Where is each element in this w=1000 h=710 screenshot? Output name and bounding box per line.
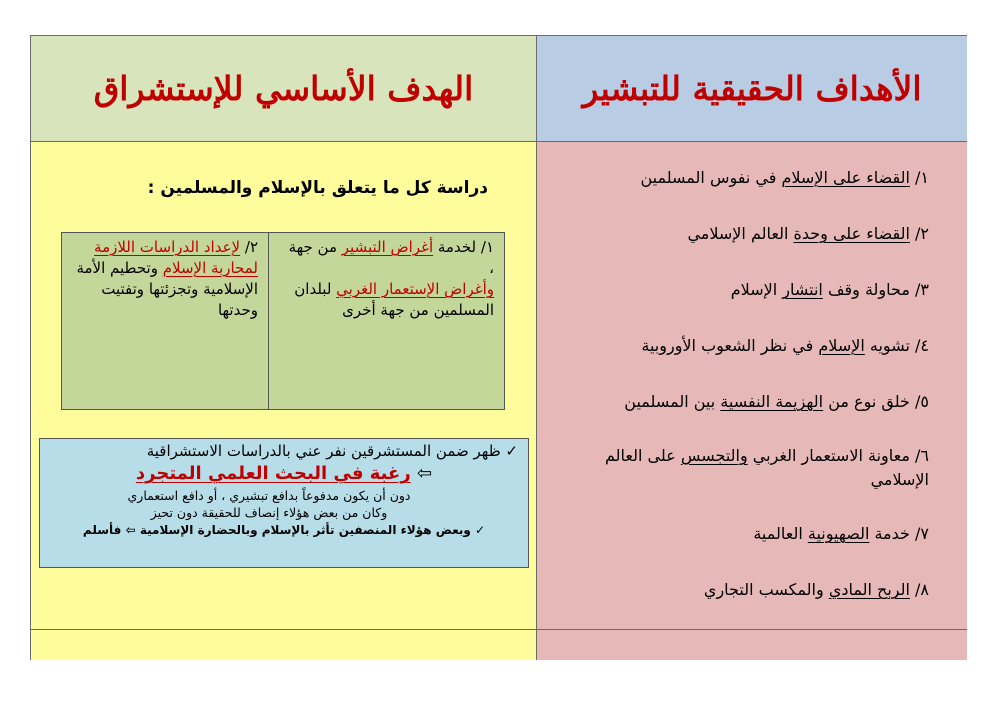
goal-item-2 [687,222,929,246]
purpose-item-1 [268,233,504,409]
goal-number: ٤/ [915,336,929,355]
goal-lead: تشويه [864,336,910,355]
goal-number: ٢/ [915,224,929,243]
purpose-text: لخدمة [433,238,481,256]
note-line-1 [50,441,518,461]
goal-rest: في نفوس المسلمين [640,168,782,187]
goal-item-8 [704,578,929,602]
goal-rest: والمكسب التجاري [703,580,829,599]
goal-underlined: القضاء على الإسلام [781,168,910,187]
note-text: فأسلم [82,523,122,537]
note-text: وبعض هؤلاء المنصفين تأثر بالإسلام وبالحضارة الإسلامية [139,523,471,537]
purpose-text: من جهة ، [288,238,494,277]
goal-underlined: الهزيمة النفسية [720,392,824,411]
goal-rest: الإسلام [730,280,783,299]
goal-item-4 [641,334,929,358]
goal-lead: محاولة وقف [822,280,910,299]
orientalism-footer-cell [31,630,536,660]
goal-lead: خدمة [869,524,910,543]
goal-item-1 [640,166,929,190]
purpose-item-2 [62,233,268,409]
goal-number: ٨/ [915,580,929,599]
purpose-highlight: وأغراض الإستعمار الغربي [336,280,494,298]
goal-underlined: القضاء على وحدة [793,224,910,243]
check-icon: ✓ [505,442,518,460]
goal-number: ٥/ [915,392,929,411]
goal-item-5 [624,390,929,414]
left-arrow-icon: ⇦ [125,523,136,537]
goal-rest: على العالم الإسلامي [605,446,929,489]
purpose-number: ١/ [480,238,494,256]
goal-item-7 [753,522,929,546]
missionary-header-cell [536,36,967,142]
purpose-text: لبلدان المسلمين من جهة أخرى [294,280,494,319]
goal-number: ٦/ [915,446,929,465]
note-text: ظهر ضمن المستشرقين نفر عني بالدراسات الاستشراقية [146,442,501,460]
orientalism-purposes-box [61,232,505,410]
missionary-goals-cell [536,142,967,630]
purpose-text: وتحطيم الأمة الإسلامية وتجزئتها وتفتيت وحدتها [76,259,258,319]
goal-underlined: الإسلام [818,336,865,355]
goal-underlined: انتشار [782,280,823,299]
note-line-3: دون أن يكون مدفوعاً بدافع تبشيري ، أو دافع استعماري [127,488,411,503]
orientalism-intro: دراسة كل ما يتعلق بالإسلام والمسلمين : [147,178,488,198]
goal-number: ١/ [915,168,929,187]
orientalism-header-cell [31,36,536,142]
orientalism-note-box [39,438,529,568]
comparison-table [30,35,967,660]
note-line-4: وكان من بعض هؤلاء إنصاف للحقيقة دون تحيز [150,505,388,520]
purpose-number: ٢/ [244,238,258,256]
goal-rest: في نظر الشعوب الأوروبية [641,336,819,355]
left-arrow-icon: ⇦ [416,463,433,484]
goal-lead: خلق نوع من [823,392,910,411]
goal-number: ٧/ [915,524,929,543]
missionary-footer-cell [536,630,967,660]
goal-underlined: الربح المادي [828,580,910,599]
goal-number: ٣/ [915,280,929,299]
goal-lead: معاونة الاستعمار الغربي [747,446,910,465]
purpose-highlight: لإعداد الدراسات اللازمة لمحاربة الإسلام [94,238,258,277]
orientalism-cell [31,142,536,630]
goal-item-3 [731,278,929,302]
missionary-header-title: الأهداف الحقيقية للتبشير [582,69,922,108]
goal-rest: العالمية [753,524,808,543]
goal-underlined: والتجسس [680,446,748,465]
note-highlight: رغبة في البحث العلمي المتجرد [135,463,411,484]
note-line-5 [50,521,518,539]
goal-rest: العالم الإسلامي [687,224,794,243]
check-icon: ✓ [475,523,486,537]
purpose-highlight: أغراض التبشير [341,238,434,256]
goal-rest: بين المسلمين [624,392,721,411]
goal-item-6 [569,444,929,492]
goal-underlined: الصهيونية [807,524,870,543]
note-line-2 [50,461,518,487]
orientalism-header-title: الهدف الأساسي للإستشراق [93,69,474,108]
